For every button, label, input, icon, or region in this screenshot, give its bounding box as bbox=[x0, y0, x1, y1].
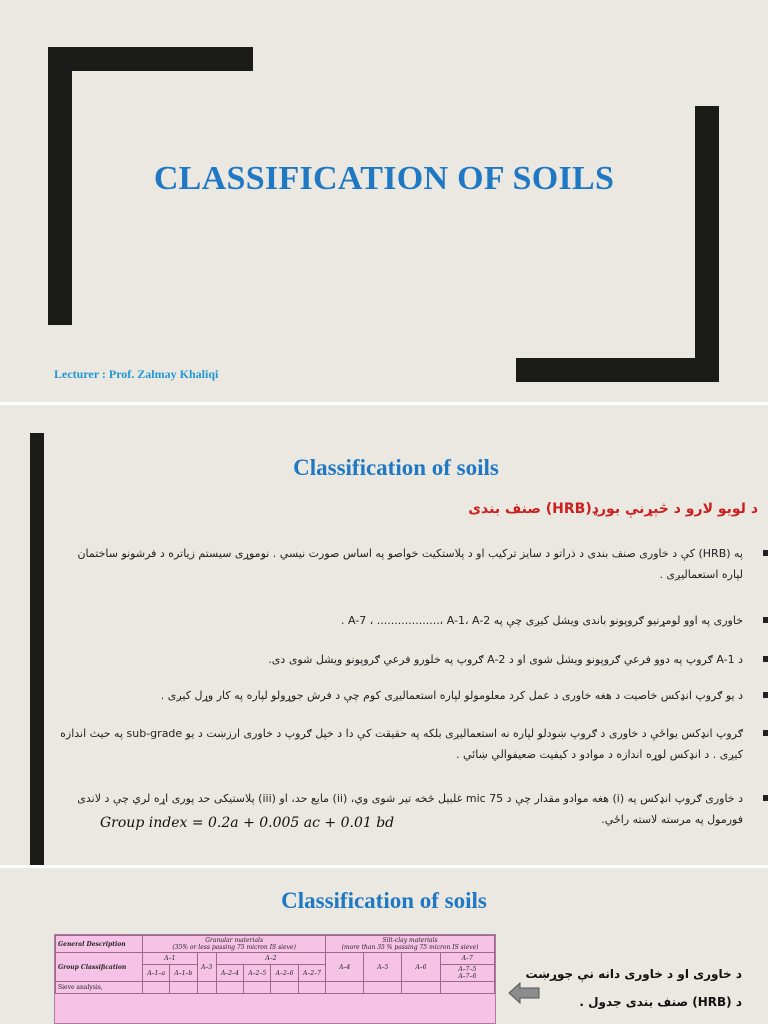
frame-bottom-right-vertical bbox=[695, 106, 719, 382]
bullet-marker bbox=[763, 730, 768, 736]
frame-top-left-horizontal bbox=[48, 47, 253, 71]
bullet-marker bbox=[763, 692, 768, 698]
group-cell: A–2 bbox=[216, 953, 325, 965]
group-cell: A–3 bbox=[197, 953, 216, 982]
bullet-marker bbox=[763, 617, 768, 623]
slide-heading: Classification of soils bbox=[281, 888, 487, 913]
table-cell bbox=[364, 982, 402, 994]
group-index-formula: Group index = 0.2a + 0.005 ac + 0.01 bd bbox=[100, 815, 395, 831]
bullet-item bbox=[55, 723, 761, 765]
subgroup-cell: A–2–5 bbox=[244, 965, 271, 982]
table-cell bbox=[216, 982, 243, 994]
title-slide bbox=[0, 0, 768, 402]
bullet-text: د یو ګروپ انډکس خاصیت د هغه خاوری د عمل کرد معلومولو لپاره استعمالیږی کوم چې د فرش جوړولو لپاره په کار وړل کيږی . bbox=[160, 689, 743, 702]
section-subheading: د لويو لارو د څېړنې بورډ(HRB) صنف بندی bbox=[468, 501, 758, 517]
table-cell bbox=[440, 982, 494, 994]
table-header bbox=[326, 936, 495, 953]
silt-clay-sublabel: (more than 35 % passing 75 micron IS sieve) bbox=[341, 944, 479, 951]
table-slide bbox=[0, 868, 768, 1024]
classification-table bbox=[55, 935, 495, 994]
bullet-item bbox=[55, 543, 761, 585]
table-header bbox=[143, 936, 326, 953]
subgroup-a7-6: A–7–6 bbox=[458, 973, 477, 980]
group-cell: A–4 bbox=[326, 953, 364, 982]
caption-line: د خاوری او د خاوری دانه نې جوړښت bbox=[525, 967, 742, 981]
subgroup-cell: A–2–4 bbox=[216, 965, 243, 982]
subgroup-cell: A–1–b bbox=[170, 965, 197, 982]
bullet-text: خاوری په اوو لومړنیو ګروپونو باندی ویشل کيږی چې په A-7 ، ..................، A-1، A-2 . bbox=[340, 614, 743, 627]
table-cell bbox=[298, 982, 325, 994]
lecturer-name: Lecturer : Prof. Zalmay Khaliqi bbox=[54, 367, 219, 381]
content-slide bbox=[0, 405, 768, 865]
group-cell: A–5 bbox=[364, 953, 402, 982]
table-caption bbox=[492, 960, 742, 1016]
table-header: Group Classification bbox=[56, 953, 143, 982]
subgroup-cell: A–2–7 bbox=[298, 965, 325, 982]
bullet-text: د خاوری ګروپ انډکس په (i) هغه موادو مقدار چې د 75 mic غلبیل څخه تیر شوی وي، (ii) مایع حد، او (iii) پلاستیکی حد پوری اړه لري چې د لاندی فورمول په مرسته لاسته راځي. bbox=[77, 792, 743, 826]
bullet-item bbox=[55, 649, 761, 670]
slide-heading: Classification of soils bbox=[293, 455, 499, 480]
subgroup-cell: A–2–6 bbox=[271, 965, 298, 982]
table-cell bbox=[271, 982, 298, 994]
table-cell bbox=[197, 982, 216, 994]
frame-bottom-right-horizontal bbox=[516, 358, 719, 382]
left-accent-bar bbox=[30, 433, 44, 865]
silt-clay-label: Silt-clay materials bbox=[382, 937, 438, 944]
bullet-item bbox=[55, 685, 761, 706]
table-cell bbox=[170, 982, 197, 994]
table-cell bbox=[402, 982, 440, 994]
table-cell bbox=[326, 982, 364, 994]
bullet-text: په (HRB) کې د خاوری صنف بندی د ذراتو د سایز ترکیب او د پلاستکیت خواصو په اساس صورت نیسي . نوموړی سیستم زیاتره د فرشونو ساختمان لپاره استعمالیږی . bbox=[77, 547, 743, 581]
group-cell: A–7 bbox=[440, 953, 494, 965]
bullet-marker bbox=[763, 795, 768, 801]
bullet-marker bbox=[763, 550, 768, 556]
table-row-label: Sieve analysis, bbox=[56, 982, 143, 994]
subgroup-cell: A–1–a bbox=[143, 965, 170, 982]
group-cell: A–6 bbox=[402, 953, 440, 982]
table-cell bbox=[244, 982, 271, 994]
slide-title: CLASSIFICATION OF SOILS bbox=[153, 160, 615, 197]
bullet-text: ګروپ انډکس یواځې د خاوری د ګروپ ښودلو لپاره نه استعمالیږی بلکه په حقیقت کې دا د خپل ګروپ د خاوری ارزښت د یو sub-grade په حیث اندازه کيږی . د انډکس لوړه اندازه د موادو د کیفیت ضعیفوالي ښائي . bbox=[60, 727, 743, 761]
granular-label: Granular materials bbox=[205, 937, 264, 944]
bullet-item bbox=[55, 610, 761, 631]
bullet-text: د A-1 ګروپ په دوو فرعي ګروپونو ویشل شوی او د A-2 ګروپ په خلورو فرعي ګروپونو ویشل شوی دی. bbox=[268, 653, 743, 666]
subgroup-cell bbox=[440, 965, 494, 982]
granular-sublabel: (35% or less passing 75 micron IS sieve) bbox=[172, 944, 296, 951]
subgroup-a7-5: A–7–5 bbox=[458, 966, 477, 973]
hrb-classification-table bbox=[54, 934, 496, 1024]
table-header: General Description bbox=[56, 936, 143, 953]
table-cell bbox=[143, 982, 170, 994]
caption-line: د (HRB) صنف بندی جدول . bbox=[579, 995, 742, 1009]
group-cell: A–1 bbox=[143, 953, 197, 965]
bullet-marker bbox=[763, 656, 768, 662]
